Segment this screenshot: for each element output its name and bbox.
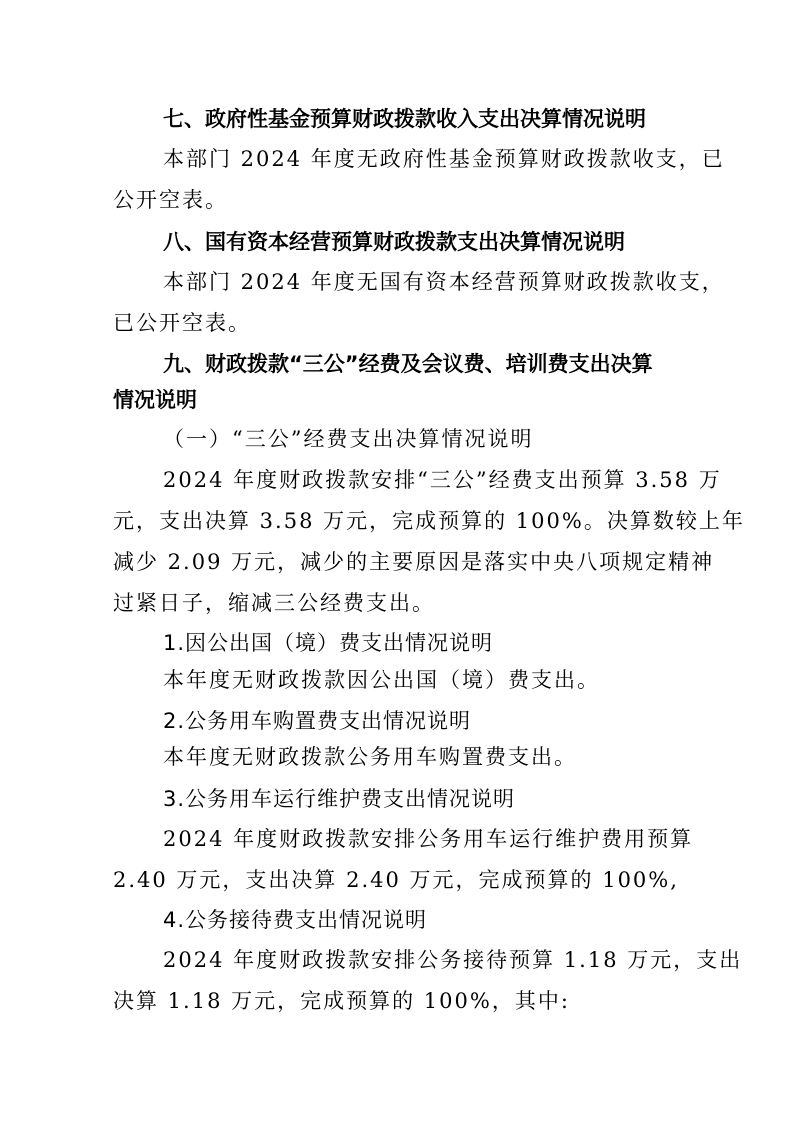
section-9-heading-line-1: 九、财政拨款“三公”经费及会议费、培训费支出决算 (163, 352, 653, 376)
item-1-text: 本年度无财政拨款因公出国（境）费支出。 (163, 668, 600, 692)
subsection-1-paragraph-line-4: 过紧日子，缩减三公经费支出。 (113, 591, 435, 615)
subsection-1-paragraph-line-1: 2024 年度财政拨款安排“三公”经费支出预算 3.58 万 (163, 468, 722, 492)
section-7-text-line-2: 公开空表。 (113, 188, 228, 212)
subsection-1-paragraph-line-3: 减少 2.09 万元，减少的主要原因是落实中央八项规定精神 (113, 550, 715, 574)
section-8-heading: 八、国有资本经营预算财政拨款支出决算情况说明 (163, 230, 625, 254)
section-7-text-line-1: 本部门 2024 年度无政府性基金预算财政拨款收支，已 (163, 147, 725, 171)
item-2-title: 2.公务用车购置费支出情况说明 (163, 709, 472, 733)
subsection-1-paragraph-line-2: 元，支出决算 3.58 万元，完成预算的 100%。决算数较上年 (113, 509, 745, 533)
item-3-title: 3.公务用车运行维护费支出情况说明 (163, 787, 516, 811)
item-3-paragraph-line-2: 2.40 万元，支出决算 2.40 万元，完成预算的 100%, (113, 868, 679, 892)
item-3-paragraph-line-1: 2024 年度财政拨款安排公务用车运行维护费用预算 (163, 827, 694, 851)
section-7-heading: 七、政府性基金预算财政拨款收入支出决算情况说明 (163, 107, 646, 131)
item-1-title: 1.因公出国（境）费支出情况说明 (163, 631, 494, 655)
section-8-text-line-2: 已公开空表。 (113, 311, 251, 335)
item-4-paragraph-line-2: 决算 1.18 万元，完成预算的 100%，其中: (113, 989, 570, 1013)
subsection-1-title: （一）“三公”经费支出决算情况说明 (163, 427, 534, 451)
item-4-paragraph-line-1: 2024 年度财政拨款安排公务接待预算 1.18 万元，支出 (163, 948, 743, 972)
item-2-text: 本年度无财政拨款公务用车购置费支出。 (163, 745, 577, 769)
item-4-title: 4.公务接待费支出情况说明 (163, 908, 428, 932)
section-9-heading-line-2: 情况说明 (113, 388, 197, 412)
section-8-text-line-1: 本部门 2024 年度无国有资本经营预算财政拨款收支， (163, 270, 725, 294)
